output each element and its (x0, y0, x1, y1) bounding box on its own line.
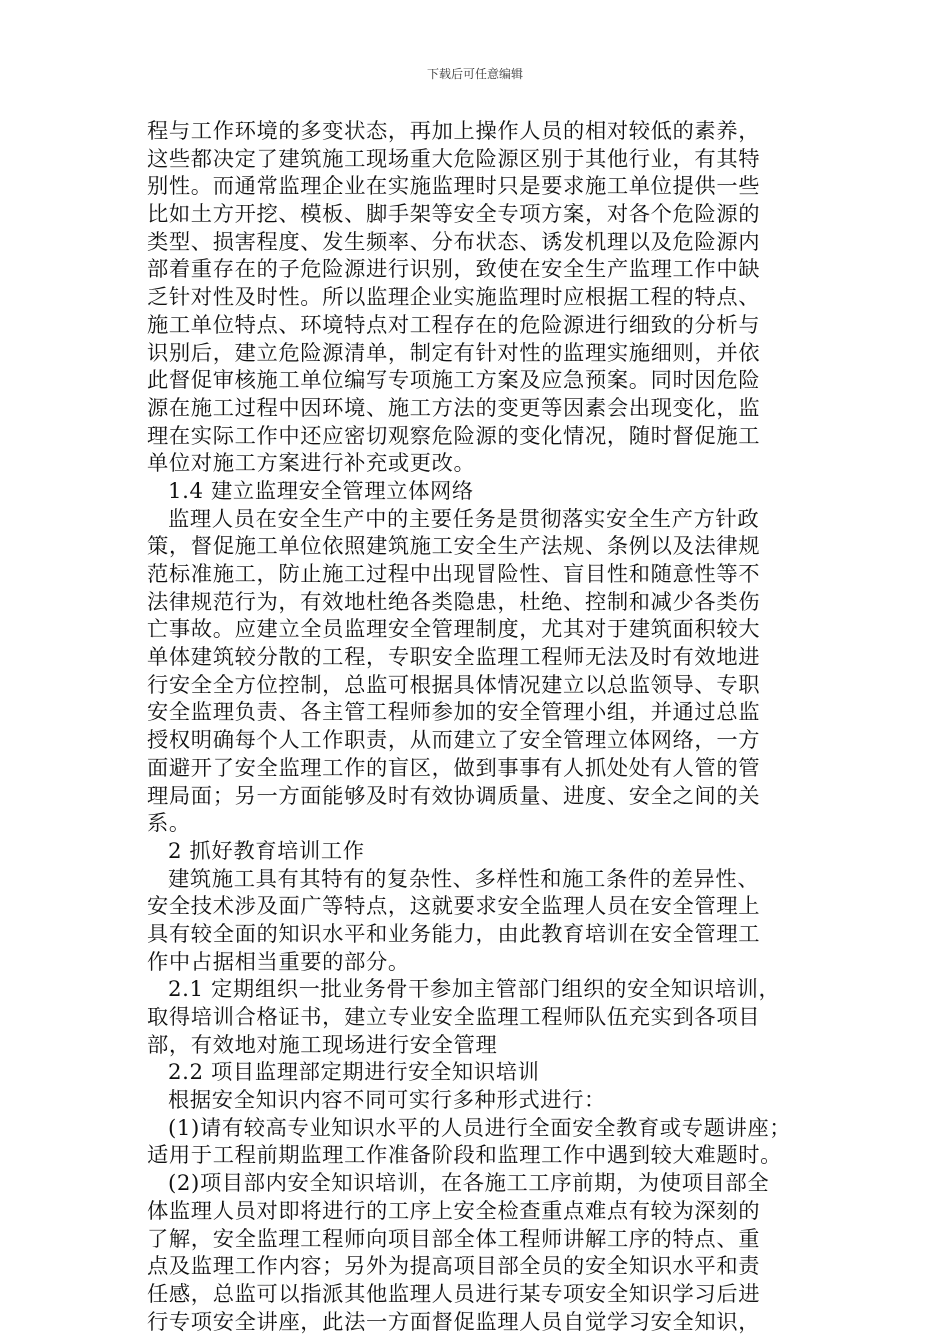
text-line: 具有较全面的知识水平和业务能力，由此教育培训在安全管理工 (147, 921, 761, 947)
text-line: (1)请有较高专业知识水平的人员进行全面安全教育或专题讲座； (168, 1115, 792, 1141)
text-line: 2.1 定期组织一批业务骨干参加主管部门组织的安全知识培训， (168, 977, 781, 1003)
text-line: 取得培训合格证书，建立专业安全监理工程师队伍充实到各项目 (147, 1005, 761, 1030)
text-line: 识别后，建立危险源清单，制定有针对性的监理实施细则，并依 (147, 340, 761, 366)
text-line: 策，督促施工单位依照建筑施工安全生产法规、条例以及法律规 (147, 534, 761, 560)
text-line: 类型、损害程度、发生频率、分布状态、诱发机理以及危险源内 (147, 229, 761, 255)
text-line: 理局面；另一方面能够及时有效协调质量、进度、安全之间的关 (147, 783, 761, 809)
document-body (147, 118, 812, 1336)
text-line: 2.2 项目监理部定期进行安全知识培训 (168, 1060, 540, 1086)
text-line: 面避开了安全监理工作的盲区，做到事事有人抓处处有人管的管 (147, 755, 761, 781)
text-line: 单位对施工方案进行补充或更改。 (147, 451, 476, 477)
text-line: 源在施工过程中因环境、施工方法的变更等因素会出现变化，监 (147, 395, 761, 421)
text-line: 部，有效地对施工现场进行安全管理 (147, 1032, 498, 1058)
text-line: (2)项目部内安全知识培训，在各施工工序前期，为使项目部全 (168, 1171, 770, 1197)
text-line: 系。 (147, 811, 191, 837)
text-line: 任感，总监可以指派其他监理人员进行某专项安全知识学习后进 (147, 1281, 761, 1307)
text-line: 行专项安全讲座，此法一方面督促监理人员自觉学习安全知识， (147, 1309, 761, 1335)
text-line: 适用于工程前期监理工作准备阶段和监理工作中遇到较大难题时。 (147, 1143, 783, 1169)
text-line: 根据安全知识内容不同可实行多种形式进行： (168, 1088, 606, 1114)
page-header: 下载后可任意编辑 (426, 67, 523, 81)
text-line: 点及监理工作内容；另外为提高项目部全员的安全知识水平和责 (147, 1254, 761, 1280)
text-line: 比如土方开挖、模板、脚手架等安全专项方案，对各个危险源的 (147, 202, 761, 228)
text-line: 施工单位特点、环境特点对工程存在的危险源进行细致的分析与 (147, 312, 761, 338)
text-line: 体监理人员对即将进行的工序上安全检查重点难点有较为深刻的 (147, 1198, 761, 1224)
text-line: 理在实际工作中还应密切观察危险源的变化情况，随时督促施工 (147, 423, 761, 449)
text-line: 别性。而通常监理企业在实施监理时只是要求施工单位提供一些 (147, 174, 761, 200)
text-line: 单体建筑较分散的工程，专职安全监理工程师无法及时有效地进 (147, 645, 761, 671)
text-line: 此督促审核施工单位编写专项施工方案及应急预案。同时因危险 (147, 368, 761, 394)
text-line: 安全监理负责、各主管工程师参加的安全管理小组，并通过总监 (147, 700, 761, 726)
text-line: 范标准施工，防止施工过程中出现冒险性、盲目性和随意性等不 (147, 562, 761, 587)
text-line: 1.4 建立监理安全管理立体网络 (168, 478, 474, 504)
text-line: 监理人员在安全生产中的主要任务是贯彻落实安全生产方针政 (168, 506, 760, 532)
text-line: 亡事故。应建立全员监理安全管理制度，尤其对于建筑面积较大 (147, 617, 761, 643)
text-line: 部着重存在的子危险源进行识别，致使在安全生产监理工作中缺 (147, 257, 761, 283)
text-line: 行安全全方位控制，总监可根据具体情况建立以总监领导、专职 (147, 672, 761, 698)
text-line: 安全技术涉及面广等特点，这就要求安全监理人员在安全管理上 (147, 894, 761, 920)
text-line: 乏针对性及时性。所以监理企业实施监理时应根据工程的特点、 (147, 285, 761, 311)
text-line: 了解，安全监理工程师向项目部全体工程师讲解工序的特点、重 (147, 1226, 761, 1252)
text-line: 这些都决定了建筑施工现场重大危险源区别于其他行业，有其特 (147, 146, 761, 172)
text-line: 程与工作环境的多变状态，再加上操作人员的相对较低的素养， (147, 119, 761, 144)
text-line: 建筑施工具有其特有的复杂性、多样性和施工条件的差异性、 (168, 866, 760, 892)
text-line: 2 抓好教育培训工作 (168, 838, 365, 864)
text-line: 授权明确每个人工作职责，从而建立了安全管理立体网络，一方 (147, 728, 761, 754)
text-line: 作中占据相当重要的部分。 (147, 949, 410, 975)
text-line: 法律规范行为，有效地杜绝各类隐患，杜绝、控制和减少各类伤 (147, 589, 761, 615)
